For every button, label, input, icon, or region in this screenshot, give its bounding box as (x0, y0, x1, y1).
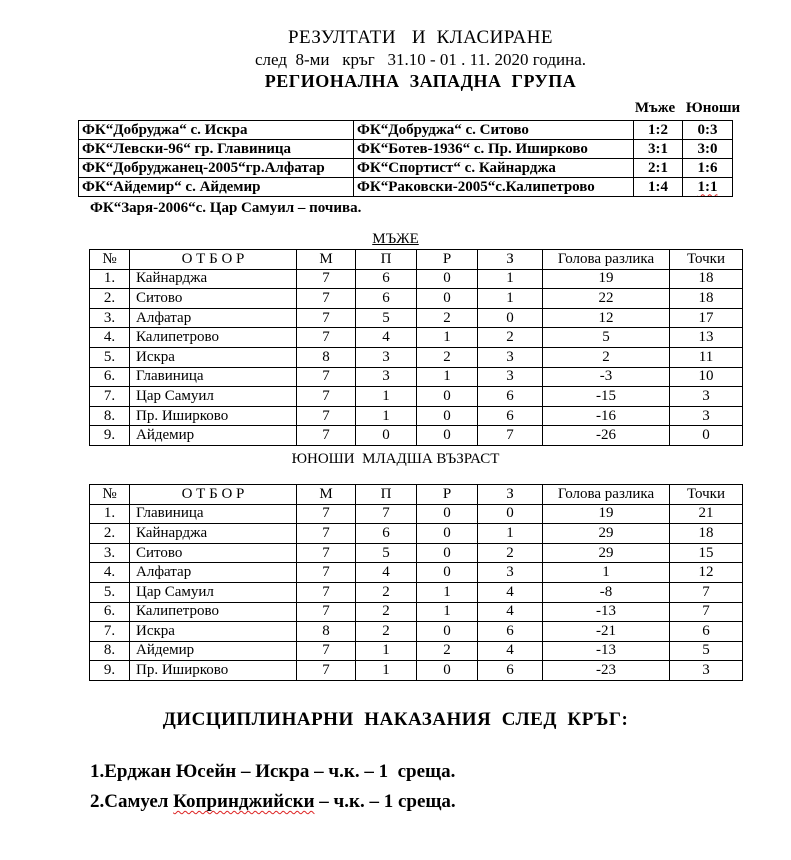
discipline-heading: ДИСЦИПЛИНАРНИ НАКАЗАНИЯ СЛЕД КРЪГ: (162, 708, 629, 730)
men-score-cell: 2:1 (634, 159, 683, 178)
standings-cell: 19 (543, 504, 670, 524)
away-team-cell: ФК“Ботев-1936“ с. Пр. Иширково (354, 140, 634, 159)
team-name-cell: Калипетрово (130, 328, 297, 348)
standings-cell: 4. (90, 328, 130, 348)
standings-header-cell: М (297, 484, 356, 504)
standings-cell: 1 (417, 582, 478, 602)
standings-cell: 8. (90, 641, 130, 661)
standings-cell: 7 (297, 563, 356, 583)
standings-cell: 0 (417, 387, 478, 407)
standings-row (90, 269, 743, 289)
home-team-cell: ФК“Айдемир“ с. Айдемир (79, 178, 354, 197)
standings-cell: 2 (417, 308, 478, 328)
standings-cell: 12 (670, 563, 743, 583)
standings-cell: 1 (356, 406, 417, 426)
standings-cell: 29 (543, 543, 670, 563)
standings-header-cell: О Т Б О Р (130, 484, 297, 504)
team-name-cell: Главиница (130, 504, 297, 524)
standings-cell: 1. (90, 269, 130, 289)
youth-standings-title: ЮНОШИ МЛАДША ВЪЗРАСТ (291, 450, 500, 467)
standings-row (90, 582, 743, 602)
standings-cell: 8. (90, 406, 130, 426)
standings-cell: 21 (670, 504, 743, 524)
standings-row (90, 406, 743, 426)
standings-cell: 1 (417, 328, 478, 348)
standings-cell: 4 (478, 582, 543, 602)
standings-cell: 7 (478, 426, 543, 446)
standings-cell: -13 (543, 602, 670, 622)
standings-cell: 3 (478, 563, 543, 583)
standings-cell: 7 (297, 367, 356, 387)
standings-cell: 7 (356, 504, 417, 524)
standings-cell: 5 (670, 641, 743, 661)
home-team-cell: ФК“Добруджа“ с. Искра (79, 121, 354, 140)
standings-cell: 0 (417, 622, 478, 642)
standings-cell: 7 (297, 308, 356, 328)
standings-cell: 0 (478, 504, 543, 524)
standings-cell: 6 (478, 406, 543, 426)
document-header (50, 0, 791, 92)
standings-cell: 6 (356, 524, 417, 544)
team-name-cell: Цар Самуил (130, 582, 297, 602)
standings-cell: 3 (670, 387, 743, 407)
standings-cell: 6 (356, 289, 417, 309)
standings-cell: 2 (478, 328, 543, 348)
discipline-item-2-text-end: – ч.к. – 1 среща. (314, 790, 456, 812)
team-name-cell: Главиница (130, 367, 297, 387)
standings-cell: -26 (543, 426, 670, 446)
standings-cell: 5 (356, 308, 417, 328)
team-name-cell: Ситово (130, 289, 297, 309)
standings-cell: -15 (543, 387, 670, 407)
results-men-column-label: Мъже (634, 100, 676, 116)
men-standings-title: МЪЖЕ (372, 231, 419, 247)
standings-cell: 12 (543, 308, 670, 328)
men-score-cell: 3:1 (634, 140, 683, 159)
away-team-cell: ФК“Добруджа“ с. Ситово (354, 121, 634, 140)
standings-row (90, 641, 743, 661)
standings-cell: 1 (543, 563, 670, 583)
standings-header-cell: О Т Б О Р (130, 250, 297, 270)
standings-cell: 0 (417, 661, 478, 681)
away-team-cell: ФК“Спортист“ с. Кайнарджа (354, 159, 634, 178)
standings-cell: 10 (670, 367, 743, 387)
standings-cell: 8 (297, 622, 356, 642)
standings-cell: 0 (417, 543, 478, 563)
standings-cell: 0 (670, 426, 743, 446)
standings-cell: 4 (478, 602, 543, 622)
team-name-cell: Ситово (130, 543, 297, 563)
standings-header-cell: З (478, 484, 543, 504)
standings-cell: 2 (417, 347, 478, 367)
standings-cell: 2. (90, 289, 130, 309)
standings-cell: 9. (90, 661, 130, 681)
standings-cell: 3. (90, 308, 130, 328)
page-subtitle: след 8-ми кръг 31.10 - 01 . 11. 2020 година. (254, 50, 587, 69)
standings-cell: -3 (543, 367, 670, 387)
standings-cell: 7. (90, 387, 130, 407)
standings-header-cell: П (356, 484, 417, 504)
standings-cell: 6 (670, 622, 743, 642)
standings-cell: 7 (297, 543, 356, 563)
standings-cell: -21 (543, 622, 670, 642)
results-table (78, 120, 733, 197)
home-team-cell: ФК“Добруджанец-2005“гр.Алфатар (79, 159, 354, 178)
standings-cell: 0 (417, 524, 478, 544)
standings-cell: 0 (356, 426, 417, 446)
standings-cell: 0 (417, 426, 478, 446)
standings-cell: 7 (297, 426, 356, 446)
standings-cell: 4 (356, 328, 417, 348)
standings-cell: 3 (670, 406, 743, 426)
team-name-cell: Искра (130, 622, 297, 642)
discipline-item-2-text: 2.Самуел (90, 790, 174, 812)
results-row (79, 121, 733, 140)
team-name-cell: Цар Самуил (130, 387, 297, 407)
standings-cell: 7 (670, 582, 743, 602)
standings-cell: -16 (543, 406, 670, 426)
youth-score-cell: 1:6 (683, 159, 733, 178)
standings-cell: 7 (297, 582, 356, 602)
standings-cell: 7 (297, 289, 356, 309)
men-score-cell: 1:2 (634, 121, 683, 140)
standings-cell: 2 (543, 347, 670, 367)
standings-cell: 2 (478, 543, 543, 563)
standings-cell: 19 (543, 269, 670, 289)
team-name-cell: Алфатар (130, 308, 297, 328)
youth-score-cell: 0:3 (683, 121, 733, 140)
standings-cell: 7 (297, 406, 356, 426)
standings-cell: -23 (543, 661, 670, 681)
standings-cell: 2. (90, 524, 130, 544)
standings-cell: 0 (417, 269, 478, 289)
standings-cell: 1 (478, 524, 543, 544)
standings-row (90, 328, 743, 348)
standings-header-row (90, 250, 743, 270)
standings-header-cell: Голова разлика (543, 250, 670, 270)
standings-cell: 22 (543, 289, 670, 309)
standings-cell: 5 (356, 543, 417, 563)
standings-cell: 7 (297, 641, 356, 661)
team-name-cell: Искра (130, 347, 297, 367)
standings-cell: 7 (297, 524, 356, 544)
standings-cell: 13 (670, 328, 743, 348)
discipline-item-1-text: 1.Ерджан Юсейн – Искра – ч.к. – 1 среща. (90, 760, 456, 782)
standings-cell: -13 (543, 641, 670, 661)
standings-cell: 0 (417, 289, 478, 309)
team-name-cell: Айдемир (130, 641, 297, 661)
standings-cell: 3 (478, 367, 543, 387)
standings-cell: 0 (417, 563, 478, 583)
standings-cell: 0 (478, 308, 543, 328)
team-name-cell: Пр. Иширково (130, 406, 297, 426)
standings-cell: 2 (417, 641, 478, 661)
standings-cell: 15 (670, 543, 743, 563)
standings-header-cell: З (478, 250, 543, 270)
standings-cell: 6 (478, 387, 543, 407)
men-standings-table (89, 249, 743, 446)
standings-cell: 1 (356, 641, 417, 661)
discipline-item-2 (90, 787, 791, 817)
standings-cell: 17 (670, 308, 743, 328)
standings-cell: 1 (478, 269, 543, 289)
standings-cell: 7 (670, 602, 743, 622)
discipline-list (90, 757, 791, 817)
standings-cell: -8 (543, 582, 670, 602)
standings-cell: 7 (297, 602, 356, 622)
standings-cell: 1 (478, 289, 543, 309)
standings-cell: 6. (90, 367, 130, 387)
standings-row (90, 563, 743, 583)
results-youth-column-label: Юноши (685, 100, 741, 116)
standings-header-cell: Р (417, 250, 478, 270)
standings-row (90, 661, 743, 681)
standings-cell: 3 (356, 347, 417, 367)
home-team-cell: ФК“Левски-96“ гр. Главиница (79, 140, 354, 159)
standings-header-cell: № (90, 250, 130, 270)
standings-header-cell: П (356, 250, 417, 270)
standings-cell: 6 (478, 661, 543, 681)
standings-cell: 2 (356, 602, 417, 622)
standings-row (90, 347, 743, 367)
standings-cell: 2 (356, 622, 417, 642)
bye-note: ФК“Заря-2006“с. Цар Самуил – почива. (90, 200, 362, 216)
standings-cell: 7 (297, 328, 356, 348)
standings-row (90, 504, 743, 524)
standings-cell: 0 (417, 406, 478, 426)
standings-row (90, 426, 743, 446)
team-name-cell: Алфатар (130, 563, 297, 583)
team-name-cell: Калипетрово (130, 602, 297, 622)
standings-cell: 4 (356, 563, 417, 583)
standings-cell: 0 (417, 504, 478, 524)
team-name-cell: Кайнарджа (130, 269, 297, 289)
group-title: РЕГИОНАЛНА ЗАПАДНА ГРУПА (264, 71, 577, 91)
standings-header-cell: М (297, 250, 356, 270)
standings-header-cell: Голова разлика (543, 484, 670, 504)
standings-header-cell: Точки (670, 250, 743, 270)
standings-cell: 7 (297, 269, 356, 289)
standings-cell: 29 (543, 524, 670, 544)
standings-cell: 9. (90, 426, 130, 446)
standings-cell: 4. (90, 563, 130, 583)
standings-cell: 6 (478, 622, 543, 642)
standings-row (90, 289, 743, 309)
page-title: РЕЗУЛТАТИ И КЛАСИРАНЕ (287, 27, 554, 48)
standings-cell: 5 (543, 328, 670, 348)
standings-cell: 7 (297, 387, 356, 407)
standings-cell: 11 (670, 347, 743, 367)
standings-cell: 18 (670, 289, 743, 309)
away-team-cell: ФК“Раковски-2005“с.Калипетрово (354, 178, 634, 197)
youth-score-cell: 3:0 (683, 140, 733, 159)
standings-row (90, 524, 743, 544)
standings-row (90, 367, 743, 387)
standings-cell: 7. (90, 622, 130, 642)
standings-row (90, 543, 743, 563)
results-row (79, 159, 733, 178)
standings-cell: 3. (90, 543, 130, 563)
standings-cell: 8 (297, 347, 356, 367)
standings-cell: 18 (670, 524, 743, 544)
men-score-cell: 1:4 (634, 178, 683, 197)
standings-cell: 5. (90, 347, 130, 367)
team-name-cell: Айдемир (130, 426, 297, 446)
team-name-cell: Пр. Иширково (130, 661, 297, 681)
standings-cell: 3 (478, 347, 543, 367)
standings-cell: 6. (90, 602, 130, 622)
standings-header-row (90, 484, 743, 504)
standings-cell: 1 (356, 661, 417, 681)
results-row (79, 140, 733, 159)
standings-header-cell: № (90, 484, 130, 504)
discipline-item-2-misspelled-word: Копринджийски (173, 790, 315, 812)
standings-cell: 2 (356, 582, 417, 602)
standings-cell: 3 (356, 367, 417, 387)
team-name-cell: Кайнарджа (130, 524, 297, 544)
standings-cell: 1. (90, 504, 130, 524)
results-row (79, 178, 733, 197)
standings-row (90, 602, 743, 622)
standings-row (90, 308, 743, 328)
youth-standings-table (89, 484, 743, 681)
standings-cell: 7 (297, 661, 356, 681)
standings-cell: 18 (670, 269, 743, 289)
standings-cell: 3 (670, 661, 743, 681)
results-score-headers (78, 100, 741, 118)
standings-cell: 1 (356, 387, 417, 407)
discipline-item-1 (90, 757, 791, 787)
standings-cell: 7 (297, 504, 356, 524)
standings-header-cell: Точки (670, 484, 743, 504)
youth-score-cell: 1:1 (683, 178, 733, 197)
standings-row (90, 387, 743, 407)
standings-cell: 1 (417, 602, 478, 622)
results-section (78, 100, 741, 217)
standings-header-cell: Р (417, 484, 478, 504)
standings-cell: 6 (356, 269, 417, 289)
standings-cell: 1 (417, 367, 478, 387)
standings-cell: 5. (90, 582, 130, 602)
standings-row (90, 622, 743, 642)
standings-cell: 4 (478, 641, 543, 661)
